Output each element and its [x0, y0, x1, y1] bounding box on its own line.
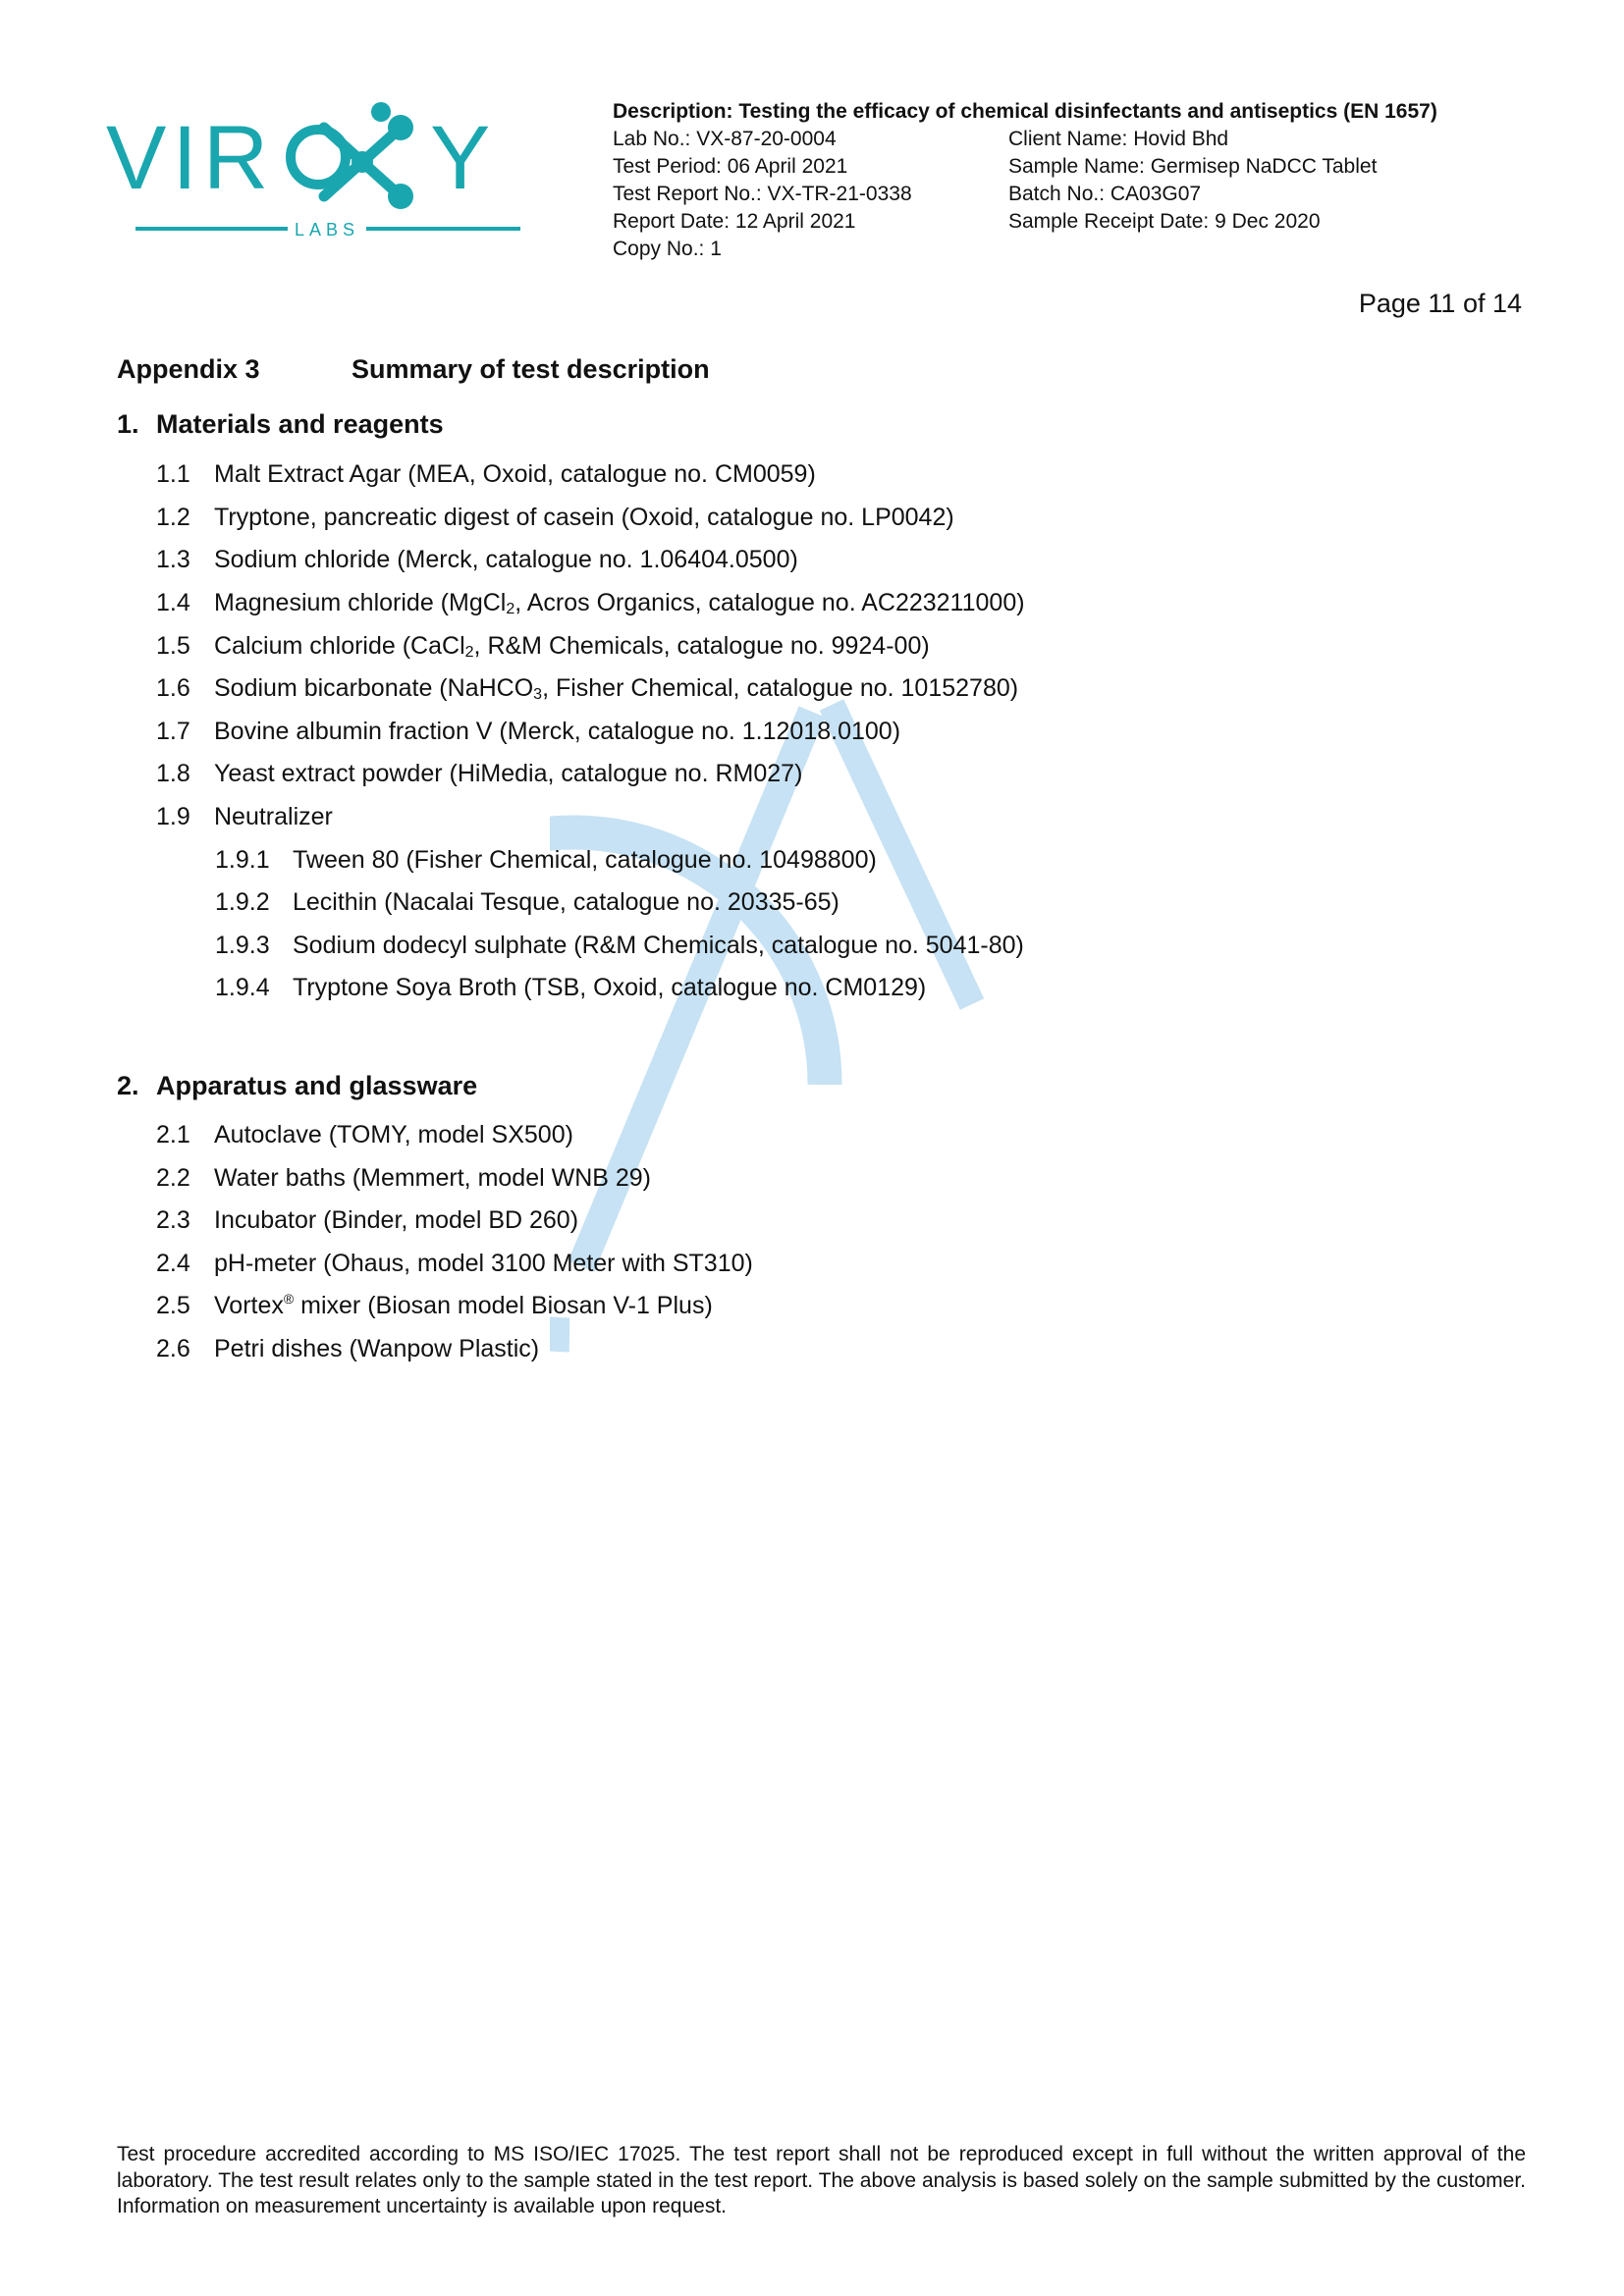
superscript: ® — [283, 1291, 295, 1308]
item-text — [214, 674, 1018, 703]
document-body — [117, 349, 1531, 1370]
item-text: Lecithin (Nacalai Tesque, catalogue no. 20335-65) — [293, 888, 839, 917]
item-text-pre: Calcium chloride (CaCl — [214, 631, 465, 660]
list-item — [117, 624, 1531, 667]
item-text: Tryptone Soya Broth (TSB, Oxoid, catalogue no. CM0129) — [293, 974, 927, 1002]
item-number: 1.8 — [156, 760, 190, 788]
item-number: 2.4 — [156, 1249, 190, 1277]
list-item — [117, 539, 1531, 582]
item-text: Tween 80 (Fisher Chemical, catalogue no. 10498800) — [293, 845, 877, 874]
item-text-post: , Fisher Chemical, catalogue no. 10152780) — [542, 674, 1019, 703]
section-heading-materials: 1. Materials and reagents — [117, 408, 444, 439]
item-number: 1.9 — [156, 803, 190, 831]
list-item — [117, 1285, 1531, 1328]
viroxy-labs-logo — [106, 98, 558, 245]
report-header — [613, 98, 1437, 263]
item-number: 1.6 — [156, 674, 190, 703]
item-text-pre: Magnesium chloride (MgCl — [214, 589, 507, 617]
materials-list — [117, 454, 1531, 838]
item-number: 1.9.2 — [215, 888, 270, 917]
item-number: 1.1 — [156, 460, 190, 489]
item-text — [214, 1292, 713, 1320]
list-item — [117, 1114, 1531, 1157]
item-text: Tryptone, pancreatic digest of casein (Oxoid, catalogue no. LP0042) — [214, 503, 954, 531]
item-text — [214, 632, 930, 661]
item-text-post: , Acros Organics, catalogue no. AC223211000) — [514, 589, 1025, 617]
list-item — [117, 497, 1531, 540]
item-text-post: , R&M Chemicals, catalogue no. 9924-00) — [473, 631, 930, 660]
sample-name: Sample Name: Germisep NaDCC Tablet — [1008, 155, 1378, 178]
list-item — [117, 796, 1531, 839]
item-text — [214, 589, 1025, 617]
sub-list-item — [117, 967, 1531, 1010]
section-heading-apparatus: 2. Apparatus and glassware — [117, 1071, 478, 1101]
list-item — [117, 1200, 1531, 1243]
subscript: 2 — [464, 643, 474, 661]
batch-number: Batch No.: CA03G07 — [1008, 183, 1202, 205]
item-number: 1.3 — [156, 546, 190, 574]
item-text-post: mixer (Biosan model Biosan V-1 Plus) — [294, 1292, 713, 1320]
item-number: 1.5 — [156, 631, 190, 660]
appendix-heading — [117, 349, 1531, 389]
item-text: Sodium dodecyl sulphate (R&M Chemicals, catalogue no. 5041-80) — [293, 931, 1024, 959]
item-number: 1.9.3 — [215, 931, 270, 959]
item-number: 1.4 — [156, 589, 190, 617]
report-date: Report Date: 12 April 2021 — [613, 210, 856, 233]
item-text-pre: Sodium bicarbonate (NaHCO — [214, 674, 534, 703]
footer-disclaimer: Test procedure accredited according to MS ISO/IEC 17025. The test report shall not be reproduced except in full without the written approval of the laboratory. The test result relates only to the sample stated in the test report. The above analysis is based solely on the sample submitted by the customer. Information on measurement uncertainty is available upon request. — [117, 2143, 1526, 2217]
list-item — [117, 1156, 1531, 1200]
logo-labs-text: LABS — [294, 220, 360, 240]
item-number: 2.1 — [156, 1121, 190, 1149]
subscript: 2 — [506, 601, 515, 618]
apparatus-list — [117, 1114, 1531, 1371]
item-number: 1.2 — [156, 503, 190, 531]
list-item — [117, 711, 1531, 754]
appendix-title: Summary of test description — [352, 353, 710, 384]
item-text: Bovine albumin fraction V (Merck, catalogue no. 1.12018.0100) — [214, 717, 901, 745]
item-number: 2.3 — [156, 1206, 190, 1235]
item-text-pre: Vortex — [214, 1292, 284, 1320]
test-period: Test Period: 06 April 2021 — [613, 155, 848, 178]
item-number: 1.9.1 — [215, 845, 270, 874]
item-number: 2.2 — [156, 1163, 190, 1192]
item-text: Water baths (Memmert, model WNB 29) — [214, 1163, 652, 1192]
client-name: Client Name: Hovid Bhd — [1008, 128, 1229, 150]
item-text: Petri dishes (Wanpow Plastic) — [214, 1334, 540, 1362]
sub-list-item — [117, 881, 1531, 925]
appendix-label: Appendix 3 — [117, 353, 260, 384]
page-number: Page 11 of 14 — [1358, 289, 1522, 318]
item-text: pH-meter (Ohaus, model 3100 Meter with ST310) — [214, 1249, 753, 1277]
item-text: Yeast extract powder (HiMedia, catalogue no. RM027) — [214, 760, 803, 788]
neutralizer-list — [117, 838, 1531, 1009]
test-report-number: Test Report No.: VX-TR-21-0338 — [613, 183, 912, 205]
item-text: Neutralizer — [214, 803, 333, 831]
sample-receipt-date: Sample Receipt Date: 9 Dec 2020 — [1008, 210, 1321, 233]
item-number: 1.7 — [156, 717, 190, 745]
svg-text:Y: Y — [430, 108, 491, 208]
list-item — [117, 667, 1531, 711]
copy-number: Copy No.: 1 — [613, 238, 722, 260]
sub-list-item — [117, 838, 1531, 881]
sub-list-item — [117, 925, 1531, 968]
item-text: Sodium chloride (Merck, catalogue no. 1.06404.0500) — [214, 546, 798, 574]
svg-text:VIR: VIR — [106, 108, 275, 208]
item-text: Malt Extract Agar (MEA, Oxoid, catalogue no. CM0059) — [214, 460, 816, 489]
subscript: 3 — [533, 686, 543, 704]
item-number: 1.9.4 — [215, 974, 270, 1002]
list-item — [117, 582, 1531, 625]
list-item — [117, 753, 1531, 796]
item-number: 2.6 — [156, 1334, 190, 1362]
list-item — [117, 1328, 1531, 1371]
list-item — [117, 454, 1531, 497]
lab-number: Lab No.: VX-87-20-0004 — [613, 128, 837, 150]
header-description: Description: Testing the efficacy of chemical disinfectants and antiseptics (EN 1657) — [613, 100, 1437, 123]
item-text: Autoclave (TOMY, model SX500) — [214, 1121, 573, 1149]
item-text: Incubator (Binder, model BD 260) — [214, 1206, 579, 1235]
item-number: 2.5 — [156, 1292, 190, 1320]
list-item — [117, 1243, 1531, 1286]
